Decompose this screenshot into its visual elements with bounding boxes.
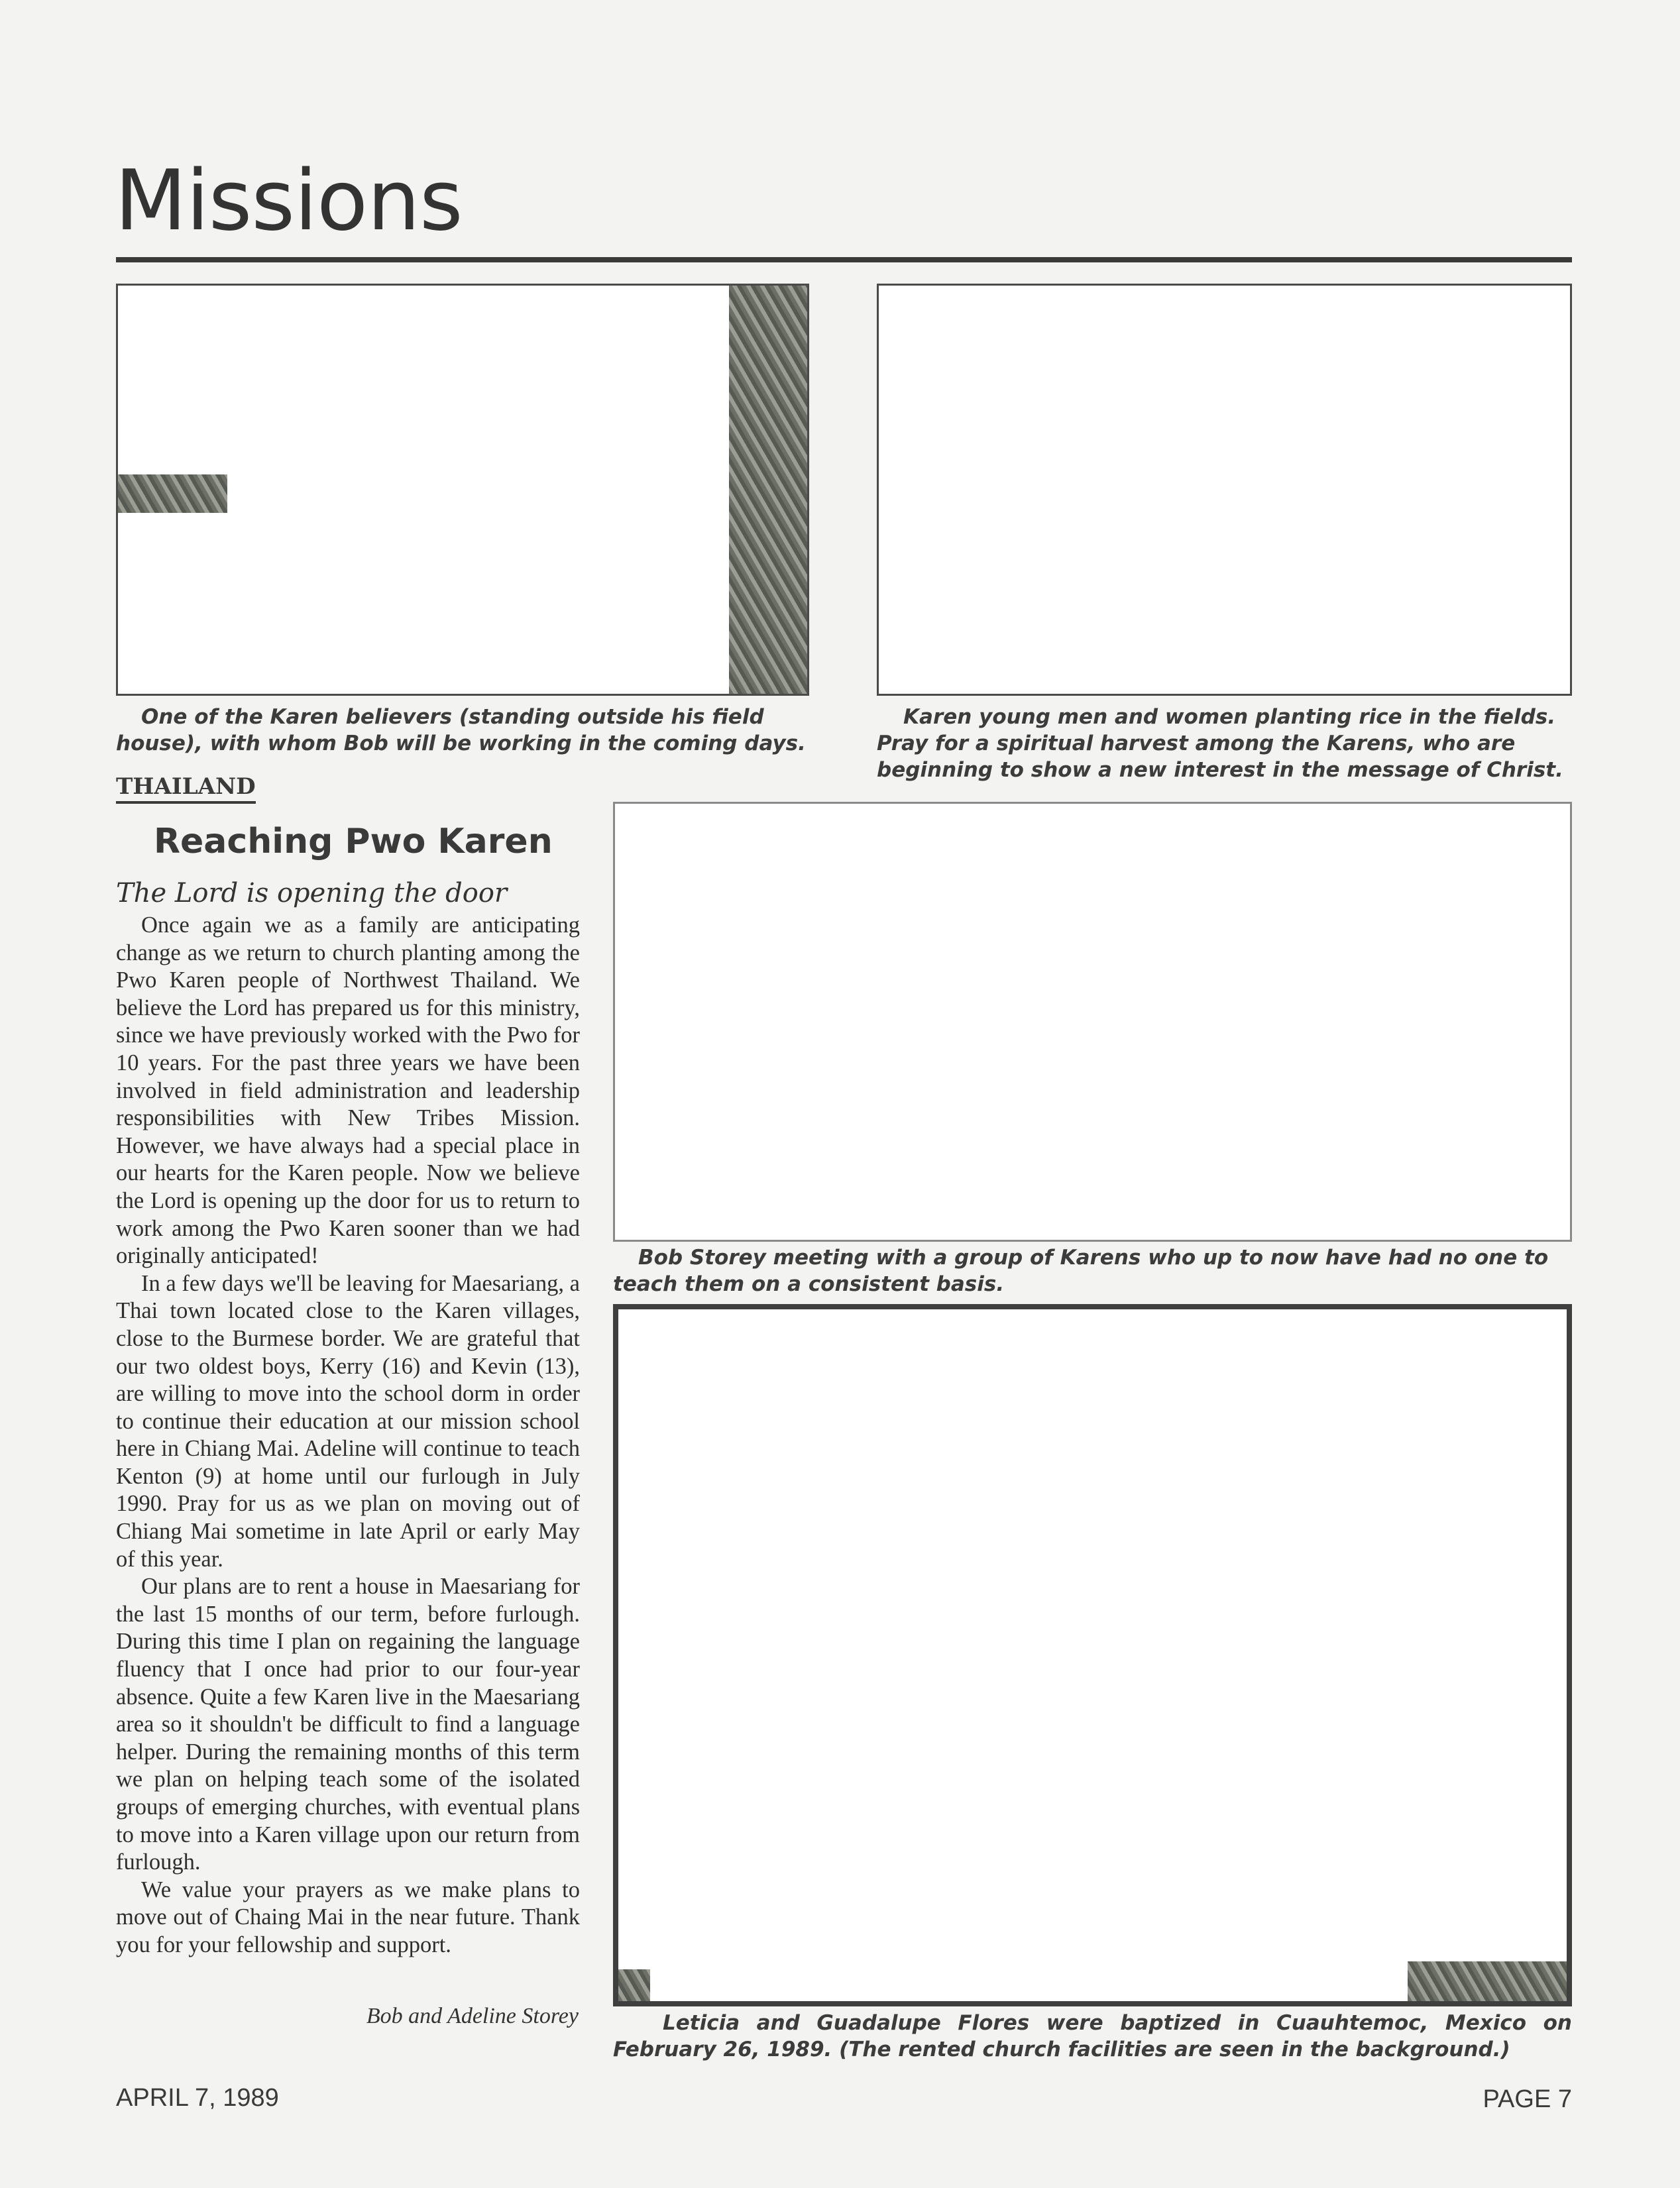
paragraph: Our plans are to rent a house in Maesariang for the last 15 months of our term, before furlough. During this time I plan on regaining the language fluency that I once had prior to our four-year absence. Quite a few Karen live in the Maesariang area so it shouldn't be difficult to find a language helper. During the remaining months of this term we plan on helping teach some of the isolated groups of emerging churches, with eventual plans to move into a Karen village upon our return from furlough. (116, 1574, 580, 1875)
caption-photo-3 (613, 1244, 1572, 1297)
footer-page-number: PAGE 7 (1483, 2085, 1572, 2113)
photo-bob-storey-meeting (613, 802, 1572, 1242)
paragraph: We value your prayers as we make plans to move out of Chaing Mai in the near future. Thank you for your fellowship and support. (116, 1877, 580, 1957)
photo-rice-planting (877, 284, 1572, 696)
article-headline: Reaching Pwo Karen (154, 822, 553, 861)
caption-text: Leticia and Guadalupe Flores were baptized in Cuauhtemoc, Mexico on February 26, 1989. (The rented church facilities are seen in the background.) (613, 2011, 1572, 2061)
paragraph: Once again we as a family are anticipating change as we return to church planting among the Pwo Karen people of Northwest Thailand. We believe the Lord has prepared us for this ministry, since we have previously worked with the Pwo for 10 years. For the past three years we have been involved in field administration and leadership responsibilities with New Tribes Mission. However, we have always had a special place in our hearts for the Karen people. Now we believe the Lord is opening up the door for us to return to work among the Pwo Karen sooner than we had originally anticipated! (116, 912, 580, 1269)
photo-karen-believer (116, 284, 809, 696)
article-signature: Bob and Adeline Storey (366, 2004, 579, 2028)
caption-photo-2 (877, 704, 1572, 783)
article-body (116, 912, 580, 1959)
paragraph: In a few days we'll be leaving for Maesariang, a Thai town located close to the Karen villages, close to the Burmese border. We are grateful that our two oldest boys, Kerry (16) and Kevin (13), are willing to move into the school dorm in order to continue their education at our mission school here in Chiang Mai. Adeline will continue to teach Kenton (9) at home until our furlough in July 1990. Pray for us as we plan on moving out of Chiang Mai sometime in late April or early May of this year. (116, 1270, 580, 1572)
footer-date: APRIL 7, 1989 (116, 2084, 279, 2112)
article-dek: The Lord is opening the door (116, 878, 508, 908)
caption-photo-4 (613, 2010, 1572, 2063)
caption-text: Bob Storey meeting with a group of Karens who up to now have had no one to teach them on a consistent basis. (613, 1246, 1549, 1296)
caption-text: Karen young men and women planting rice in the fields. Pray for a spiritual harvest among the Karens, who are beginning to show a new interest in the message of Christ. (877, 705, 1563, 782)
section-title: Missions (115, 152, 463, 249)
section-label: THAILAND (116, 773, 256, 804)
caption-text: One of the Karen believers (standing outside his field house), with whom Bob will be working in the coming days. (116, 705, 806, 755)
caption-photo-1 (116, 704, 809, 757)
photo-baptism (613, 1304, 1572, 2006)
header-rule (116, 257, 1572, 262)
